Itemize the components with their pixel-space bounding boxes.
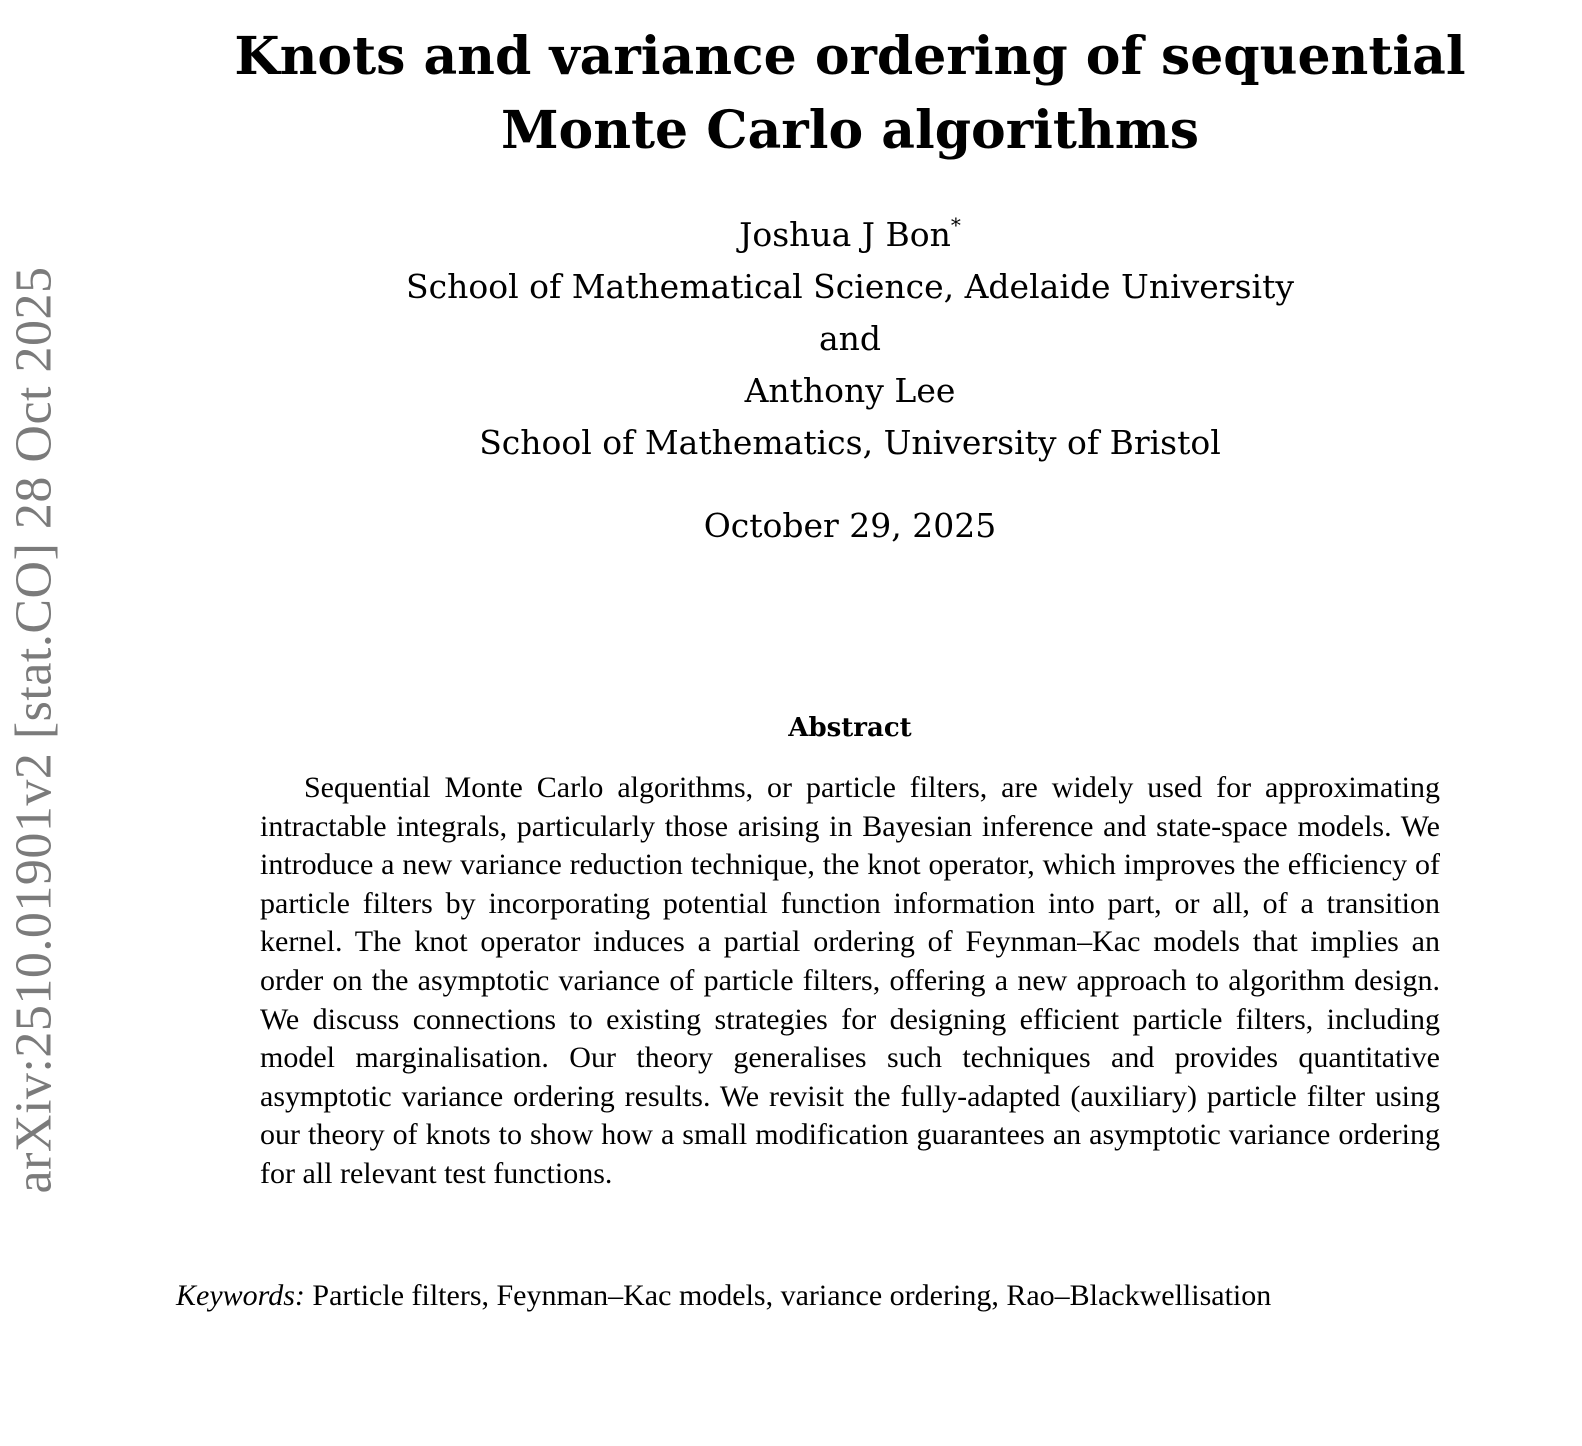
author-2-name: Anthony Lee [744, 371, 956, 410]
abstract-heading: Abstract [788, 713, 912, 743]
title-line-1: Knots and variance ordering of sequential [234, 26, 1466, 87]
arxiv-identifier: arXiv:2510.01901v2 [stat.CO] 28 Oct 2025 [5, 266, 63, 1194]
paper-title [150, 20, 1550, 168]
keywords-line [176, 1276, 1556, 1316]
author-conjunction: and [818, 319, 882, 358]
keywords-label: Keywords: [176, 1279, 305, 1312]
author-1-footnote-mark: * [950, 213, 961, 237]
title-line-2: Monte Carlo algorithms [500, 100, 1200, 161]
keywords-text: Particle filters, Feynman–Kac models, variance ordering, Rao–Blackwellisation [312, 1279, 1272, 1312]
affiliation-2: School of Mathematics, University of Bristol [479, 423, 1221, 462]
author-1-line [150, 209, 1550, 261]
author-block [150, 209, 1550, 469]
affiliation-1: School of Mathematical Science, Adelaide University [406, 267, 1294, 306]
paper-date: October 29, 2025 [703, 506, 997, 545]
author-1-name: Joshua J Bon [739, 215, 951, 254]
abstract-text: Sequential Monte Carlo algorithms, or particle filters, are widely used for approximating intractable integrals, particularly those arising in Bayesian inference and state-space models. We introduce a new variance reduction technique, the knot operator, which improves the efficiency of particle filters by incorporating potential function information into part, or all, of a transition kernel. The knot operator induces a partial ordering of Feynman–Kac models that implies an order on the asymptotic variance of particle filters, offering a new approach to algorithm design. We discuss connections to existing strategies for designing efficient particle filters, including model marginalisation. Our theory generalises such techniques and provides quantitative asymptotic variance ordering results. We revisit the fully-adapted (auxiliary) particle filter using our theory of knots to show how a small modification guarantees an asymptotic variance ordering for all relevant test functions. [260, 771, 1440, 1190]
